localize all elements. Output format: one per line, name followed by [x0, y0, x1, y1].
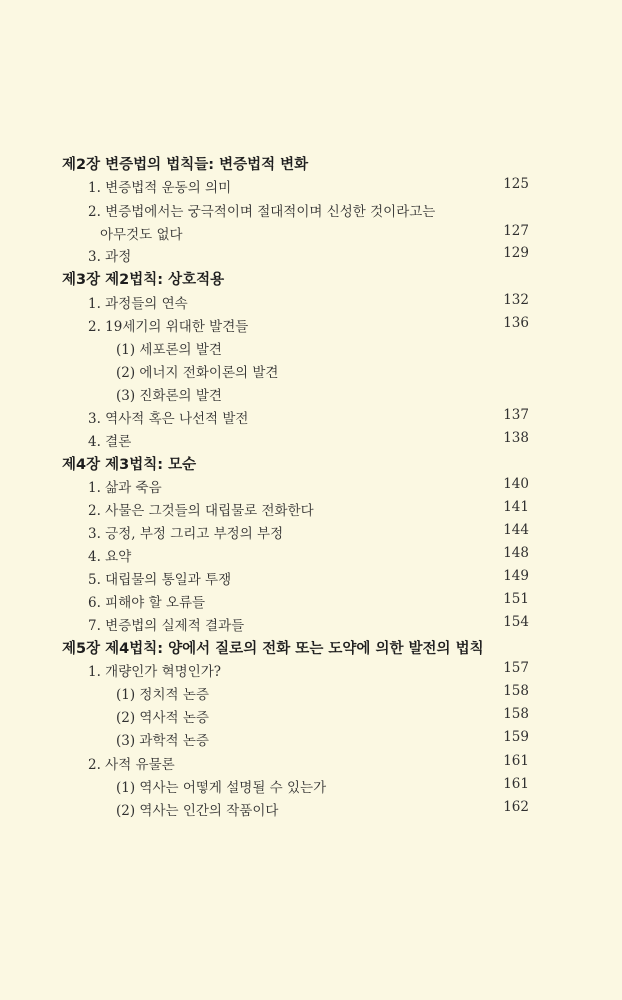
toc-entry-text: 6. 피해야 할 오류들	[88, 595, 206, 611]
toc-entry-text: 2. 사적 유물론	[88, 757, 175, 773]
toc-entry	[0, 567, 622, 589]
toc-subentry	[0, 728, 622, 750]
toc-page-number: 162	[503, 799, 529, 815]
chapter-title: 제5장 제4법칙: 양에서 질로의 전화 또는 도약에 의한 발전의 법칙	[62, 641, 484, 657]
toc-page-number: 138	[503, 430, 529, 446]
toc-entry	[0, 175, 622, 197]
toc-subentry	[0, 682, 622, 704]
toc-subentry	[0, 705, 622, 727]
toc-page-number: 127	[503, 223, 529, 239]
toc-page-number: 158	[503, 683, 529, 699]
toc-page-number: 161	[503, 776, 529, 792]
toc-entry-text: (2) 역사적 논증	[116, 710, 209, 726]
toc-subentry	[0, 798, 622, 820]
toc-entry-text: (3) 과학적 논증	[116, 733, 209, 749]
toc-page-number: 136	[503, 315, 529, 331]
toc-entry-text: 아무것도 없다	[100, 227, 183, 243]
toc-entry-text: 1. 개량인가 혁명인가?	[88, 664, 222, 680]
toc-entry-text: 3. 긍정, 부정 그리고 부정의 부정	[88, 526, 284, 542]
toc-page-number: 129	[503, 245, 529, 261]
toc-entry-text: 2. 19세기의 위대한 발견들	[88, 319, 249, 335]
toc-page-number: 158	[503, 706, 529, 722]
toc-entry-text: 2. 사물은 그것들의 대립물로 전화한다	[88, 503, 314, 519]
toc-entry	[0, 199, 622, 221]
toc-entry	[0, 544, 622, 566]
chapter-title: 제4장 제3법칙: 모순	[62, 457, 197, 473]
toc-subentry	[0, 383, 622, 405]
toc-page-number: 141	[503, 499, 529, 515]
chapter-4-heading	[0, 453, 622, 475]
toc-entry-text: (1) 세포론의 발견	[116, 342, 222, 358]
toc-entry	[0, 498, 622, 520]
toc-page-number: 157	[503, 660, 529, 676]
toc-entry-text: (3) 진화론의 발견	[116, 388, 222, 404]
toc-entry	[0, 429, 622, 451]
toc-entry	[0, 590, 622, 612]
toc-page-number: 159	[503, 729, 529, 745]
chapter-3-heading	[0, 268, 622, 290]
toc-page-number: 154	[503, 614, 529, 630]
toc-page-number: 132	[503, 292, 529, 308]
toc-page-number: 144	[503, 522, 529, 538]
chapter-title: 제3장 제2법칙: 상호적용	[62, 272, 225, 288]
toc-page-number: 125	[503, 176, 529, 192]
toc-entry-text: (2) 역사는 인간의 작품이다	[116, 803, 279, 819]
chapter-5-heading	[0, 637, 622, 659]
toc-entry	[0, 475, 622, 497]
toc-entry-text: 2. 변증법에서는 궁극적이며 절대적이며 신성한 것이라고는	[88, 204, 436, 220]
toc-entry	[0, 613, 622, 635]
toc-entry-text: 4. 요약	[88, 549, 132, 565]
toc-entry-text: 1. 과정들의 연속	[88, 296, 188, 312]
toc-page-number: 140	[503, 476, 529, 492]
toc-entry-text: (1) 정치적 논증	[116, 687, 209, 703]
chapter-title: 제2장 변증법의 법칙들: 변증법적 변화	[62, 157, 309, 173]
toc-entry-text: 1. 삶과 죽음	[88, 480, 162, 496]
toc-entry-continuation	[0, 222, 622, 244]
toc-entry	[0, 244, 622, 266]
toc-entry	[0, 752, 622, 774]
toc-subentry	[0, 775, 622, 797]
toc-entry-text: 3. 역사적 혹은 나선적 발전	[88, 411, 249, 427]
toc-entry-text: 3. 과정	[88, 249, 132, 265]
toc-page-number: 148	[503, 545, 529, 561]
toc-page-number: 137	[503, 407, 529, 423]
toc-entry-text: (1) 역사는 어떻게 설명될 수 있는가	[116, 780, 327, 796]
toc-entry	[0, 521, 622, 543]
toc-page-number: 161	[503, 753, 529, 769]
toc-entry	[0, 406, 622, 428]
toc-entry-text: 1. 변증법적 운동의 의미	[88, 180, 232, 196]
toc-entry-text: 4. 결론	[88, 434, 132, 450]
toc-entry	[0, 314, 622, 336]
chapter-2-heading	[0, 153, 622, 175]
toc-entry-text: 7. 변증법의 실제적 결과들	[88, 618, 245, 634]
toc-page-number: 151	[503, 591, 529, 607]
toc-subentry	[0, 360, 622, 382]
toc-page-number: 149	[503, 568, 529, 584]
toc-subentry	[0, 337, 622, 359]
toc-entry	[0, 659, 622, 681]
toc-entry-text: (2) 에너지 전화이론의 발견	[116, 365, 279, 381]
toc-entry	[0, 291, 622, 313]
toc-entry-text: 5. 대립물의 통일과 투쟁	[88, 572, 232, 588]
